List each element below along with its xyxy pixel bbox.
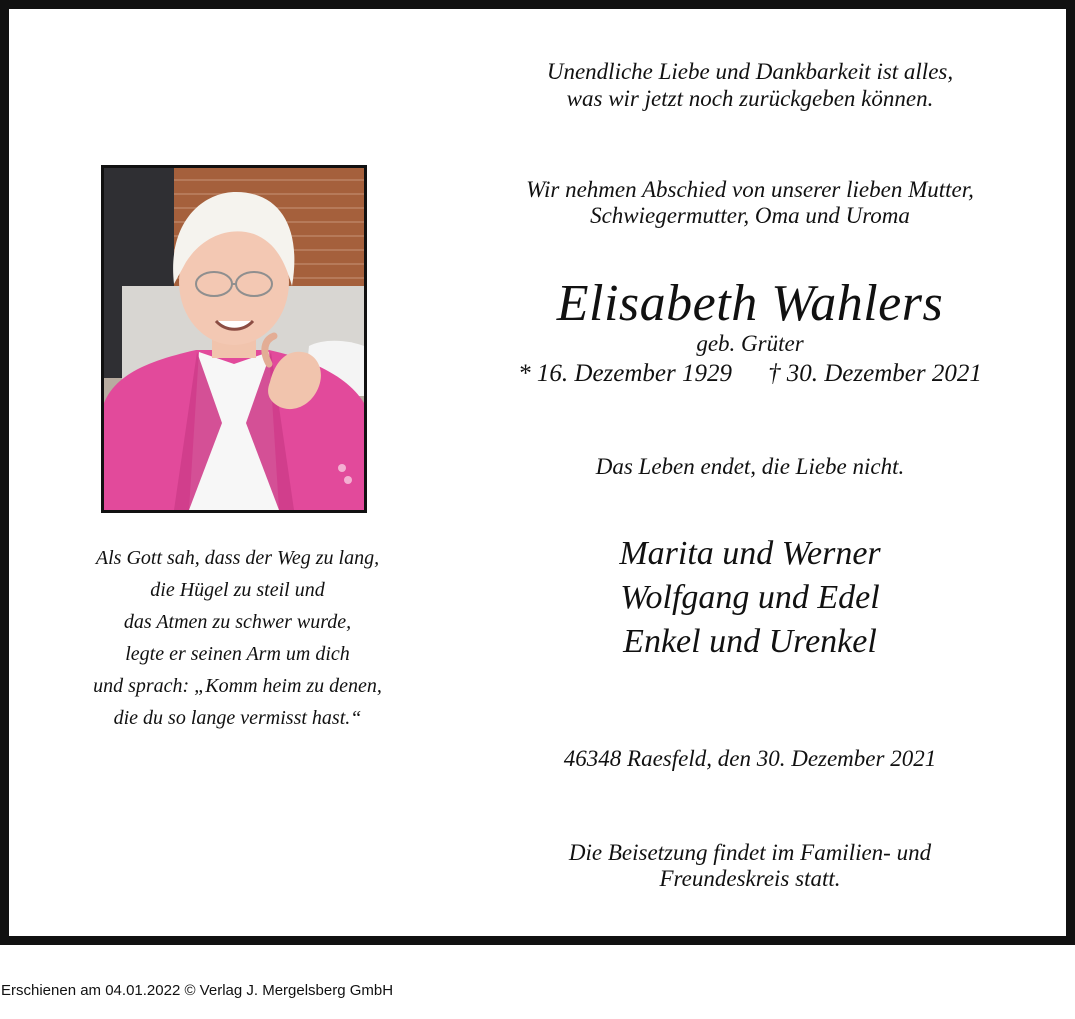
funeral-note [445, 840, 1055, 892]
family-signatures [445, 532, 1055, 664]
death-date: † 30. Dezember 2021 [768, 360, 982, 387]
poem-line-4: legte er seinen Arm um dich [125, 643, 350, 665]
deceased-name: Elisabeth Wahlers [556, 275, 944, 332]
family-line-3: Enkel und Urenkel [623, 623, 877, 660]
farewell-line-1: Wir nehmen Abschied von unserer lieben Mutter, [526, 177, 974, 202]
portrait-photo [101, 165, 367, 513]
poem-line-1: Als Gott sah, dass der Weg zu lang, [95, 547, 380, 569]
farewell-text [445, 177, 1055, 229]
poem-line-6: die du so lange vermisst hast.“ [113, 707, 362, 729]
birth-date: * 16. Dezember 1929 [518, 360, 732, 387]
publication-credit: Erschienen am 04.01.2022 © Verlag J. Mergelsberg GmbH [1, 982, 394, 999]
family-line-1: Marita und Werner [619, 535, 881, 572]
farewell-line-2: Schwiegermutter, Oma und Uroma [590, 203, 910, 228]
funeral-line-1: Die Beisetzung findet im Familien- und [568, 840, 932, 865]
poem-line-2: die Hügel zu steil und [150, 579, 325, 601]
maiden-name: geb. Grüter [696, 331, 804, 356]
life-dates [445, 358, 1055, 390]
poem-line-3: das Atmen zu schwer wurde, [123, 611, 352, 633]
intro-line-1: Unendliche Liebe und Dankbarkeit ist alles, [546, 59, 954, 84]
poem [40, 542, 435, 734]
funeral-line-2: Freundeskreis statt. [659, 866, 841, 891]
motto: Das Leben endet, die Liebe nicht. [595, 454, 905, 479]
intro-line-2: was wir jetzt noch zurückgeben können. [566, 86, 934, 111]
poem-line-5: und sprach: „Komm heim zu denen, [93, 675, 382, 697]
place-and-date: 46348 Raesfeld, den 30. Dezember 2021 [563, 746, 937, 771]
intro-quote [445, 58, 1055, 112]
family-line-2: Wolfgang und Edel [620, 579, 880, 616]
portrait-illustration [104, 168, 364, 510]
